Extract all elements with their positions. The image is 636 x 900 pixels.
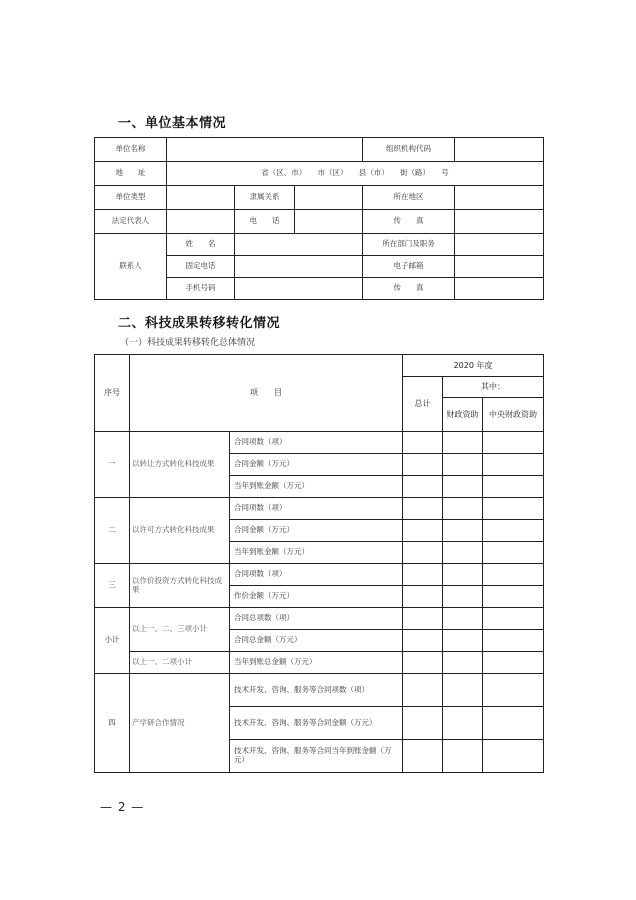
office-phone-field[interactable]: [235, 256, 363, 278]
contact-fax-label: 传 真: [363, 278, 455, 300]
email-field[interactable]: [455, 256, 544, 278]
address-field[interactable]: 省（区、市） 市（区） 县（市） 街（路） 号: [167, 162, 544, 186]
item-label: 合同总项数（项）: [230, 608, 403, 630]
central-fiscal-cell[interactable]: [483, 564, 544, 586]
fiscal-cell[interactable]: [443, 674, 483, 707]
total-cell[interactable]: [403, 454, 443, 476]
fiscal-cell[interactable]: [443, 476, 483, 498]
fax-field[interactable]: [455, 210, 544, 234]
section2-subtitle: （一）科技成果转移转化总体情况: [120, 338, 256, 348]
central-fiscal-cell[interactable]: [483, 740, 544, 773]
total-cell[interactable]: [403, 476, 443, 498]
subtotal-label-b: 以上一、二项小计: [130, 652, 230, 674]
col-header-of-which: 其中：: [443, 377, 544, 398]
fiscal-cell[interactable]: [443, 564, 483, 586]
section1-title: 一、单位基本情况: [118, 116, 227, 131]
col-header-fiscal: 财政资助: [443, 398, 483, 432]
central-fiscal-cell[interactable]: [483, 542, 544, 564]
affiliation-label: 隶属关系: [235, 186, 295, 210]
central-fiscal-cell[interactable]: [483, 454, 544, 476]
item-label: 合同金额（万元）: [230, 520, 403, 542]
unit-name-field[interactable]: [167, 138, 363, 162]
contact-fax-field[interactable]: [455, 278, 544, 300]
item-label: 合同项数（项）: [230, 498, 403, 520]
total-cell[interactable]: [403, 498, 443, 520]
contact-label: 联系人: [95, 234, 167, 300]
group-label: 产学研合作情况: [130, 674, 230, 773]
page-number: — 2 —: [100, 800, 145, 814]
section2-title: 二、科技成果转移转化情况: [118, 316, 281, 331]
total-cell[interactable]: [403, 630, 443, 652]
item-label: 技术开发、咨询、服务等合同金额（万元）: [230, 707, 403, 740]
item-label: 技术开发、咨询、服务等合同当年到账金额（万元）: [230, 740, 403, 773]
fiscal-cell[interactable]: [443, 432, 483, 454]
central-fiscal-cell[interactable]: [483, 707, 544, 740]
fiscal-cell[interactable]: [443, 630, 483, 652]
fiscal-cell[interactable]: [443, 608, 483, 630]
affiliation-field[interactable]: [295, 186, 363, 210]
total-cell[interactable]: [403, 707, 443, 740]
fax-label: 传 真: [363, 210, 455, 234]
office-phone-label: 固定电话: [167, 256, 235, 278]
group-label: 以许可方式转化科技成果: [130, 498, 230, 564]
location-label: 所在地区: [363, 186, 455, 210]
col-header-total: 总计: [403, 377, 443, 432]
central-fiscal-cell[interactable]: [483, 652, 544, 674]
item-label: 合同项数（项）: [230, 432, 403, 454]
row-no: 三: [95, 564, 130, 608]
total-cell[interactable]: [403, 740, 443, 773]
central-fiscal-cell[interactable]: [483, 432, 544, 454]
fiscal-cell[interactable]: [443, 652, 483, 674]
row-no: 二: [95, 498, 130, 564]
phone-field[interactable]: [295, 210, 363, 234]
total-cell[interactable]: [403, 652, 443, 674]
col-header-no: 序号: [95, 355, 130, 432]
total-cell[interactable]: [403, 520, 443, 542]
item-label: 当年到账总金额（万元）: [230, 652, 403, 674]
unit-type-label: 单位类型: [95, 186, 167, 210]
item-label: 合同项数（项）: [230, 564, 403, 586]
address-label: 地 址: [95, 162, 167, 186]
unit-name-label: 单位名称: [95, 138, 167, 162]
total-cell[interactable]: [403, 608, 443, 630]
col-header-year: 2020 年度: [403, 355, 544, 377]
fiscal-cell[interactable]: [443, 520, 483, 542]
unit-info-table: [94, 137, 544, 300]
col-header-central-fiscal: 中央财政资助: [483, 398, 544, 432]
central-fiscal-cell[interactable]: [483, 674, 544, 707]
total-cell[interactable]: [403, 564, 443, 586]
central-fiscal-cell[interactable]: [483, 520, 544, 542]
contact-name-label: 姓 名: [167, 234, 235, 256]
email-label: 电子邮箱: [363, 256, 455, 278]
row-no: 四: [95, 674, 130, 773]
unit-code-label: 组织机构代码: [363, 138, 455, 162]
item-label: 作价金额（万元）: [230, 586, 403, 608]
fiscal-cell[interactable]: [443, 498, 483, 520]
unit-code-field[interactable]: [455, 138, 544, 162]
central-fiscal-cell[interactable]: [483, 608, 544, 630]
phone-label: 电 话: [235, 210, 295, 234]
legal-rep-field[interactable]: [167, 210, 235, 234]
central-fiscal-cell[interactable]: [483, 586, 544, 608]
location-field[interactable]: [455, 186, 544, 210]
fiscal-cell[interactable]: [443, 586, 483, 608]
total-cell[interactable]: [403, 674, 443, 707]
group-label: 以转让方式转化科技成果: [130, 432, 230, 498]
item-label: 当年到账金额（万元）: [230, 476, 403, 498]
col-header-item: 项 目: [130, 355, 403, 432]
transfer-table: [94, 354, 544, 773]
total-cell[interactable]: [403, 586, 443, 608]
total-cell[interactable]: [403, 432, 443, 454]
group-label: 以作价投资方式转化科技成果: [130, 564, 230, 608]
fiscal-cell[interactable]: [443, 542, 483, 564]
subtotal-label-a: 以上一、二、三项小计: [130, 608, 230, 652]
fiscal-cell[interactable]: [443, 454, 483, 476]
legal-rep-label: 法定代表人: [95, 210, 167, 234]
fiscal-cell[interactable]: [443, 740, 483, 773]
subtotal-no: 小计: [95, 608, 130, 674]
dept-position-field[interactable]: [455, 234, 544, 256]
fiscal-cell[interactable]: [443, 707, 483, 740]
total-cell[interactable]: [403, 542, 443, 564]
item-label: 合同总金额（万元）: [230, 630, 403, 652]
contact-name-field[interactable]: [235, 234, 363, 256]
central-fiscal-cell[interactable]: [483, 476, 544, 498]
dept-position-label: 所在部门及职务: [363, 234, 455, 256]
mobile-field[interactable]: [235, 278, 363, 300]
item-label: 技术开发、咨询、服务等合同项数（项）: [230, 674, 403, 707]
unit-type-field[interactable]: [167, 186, 235, 210]
item-label: 合同金额（万元）: [230, 454, 403, 476]
central-fiscal-cell[interactable]: [483, 498, 544, 520]
central-fiscal-cell[interactable]: [483, 630, 544, 652]
item-label: 当年到账金额（万元）: [230, 542, 403, 564]
row-no: 一: [95, 432, 130, 498]
mobile-label: 手机号码: [167, 278, 235, 300]
